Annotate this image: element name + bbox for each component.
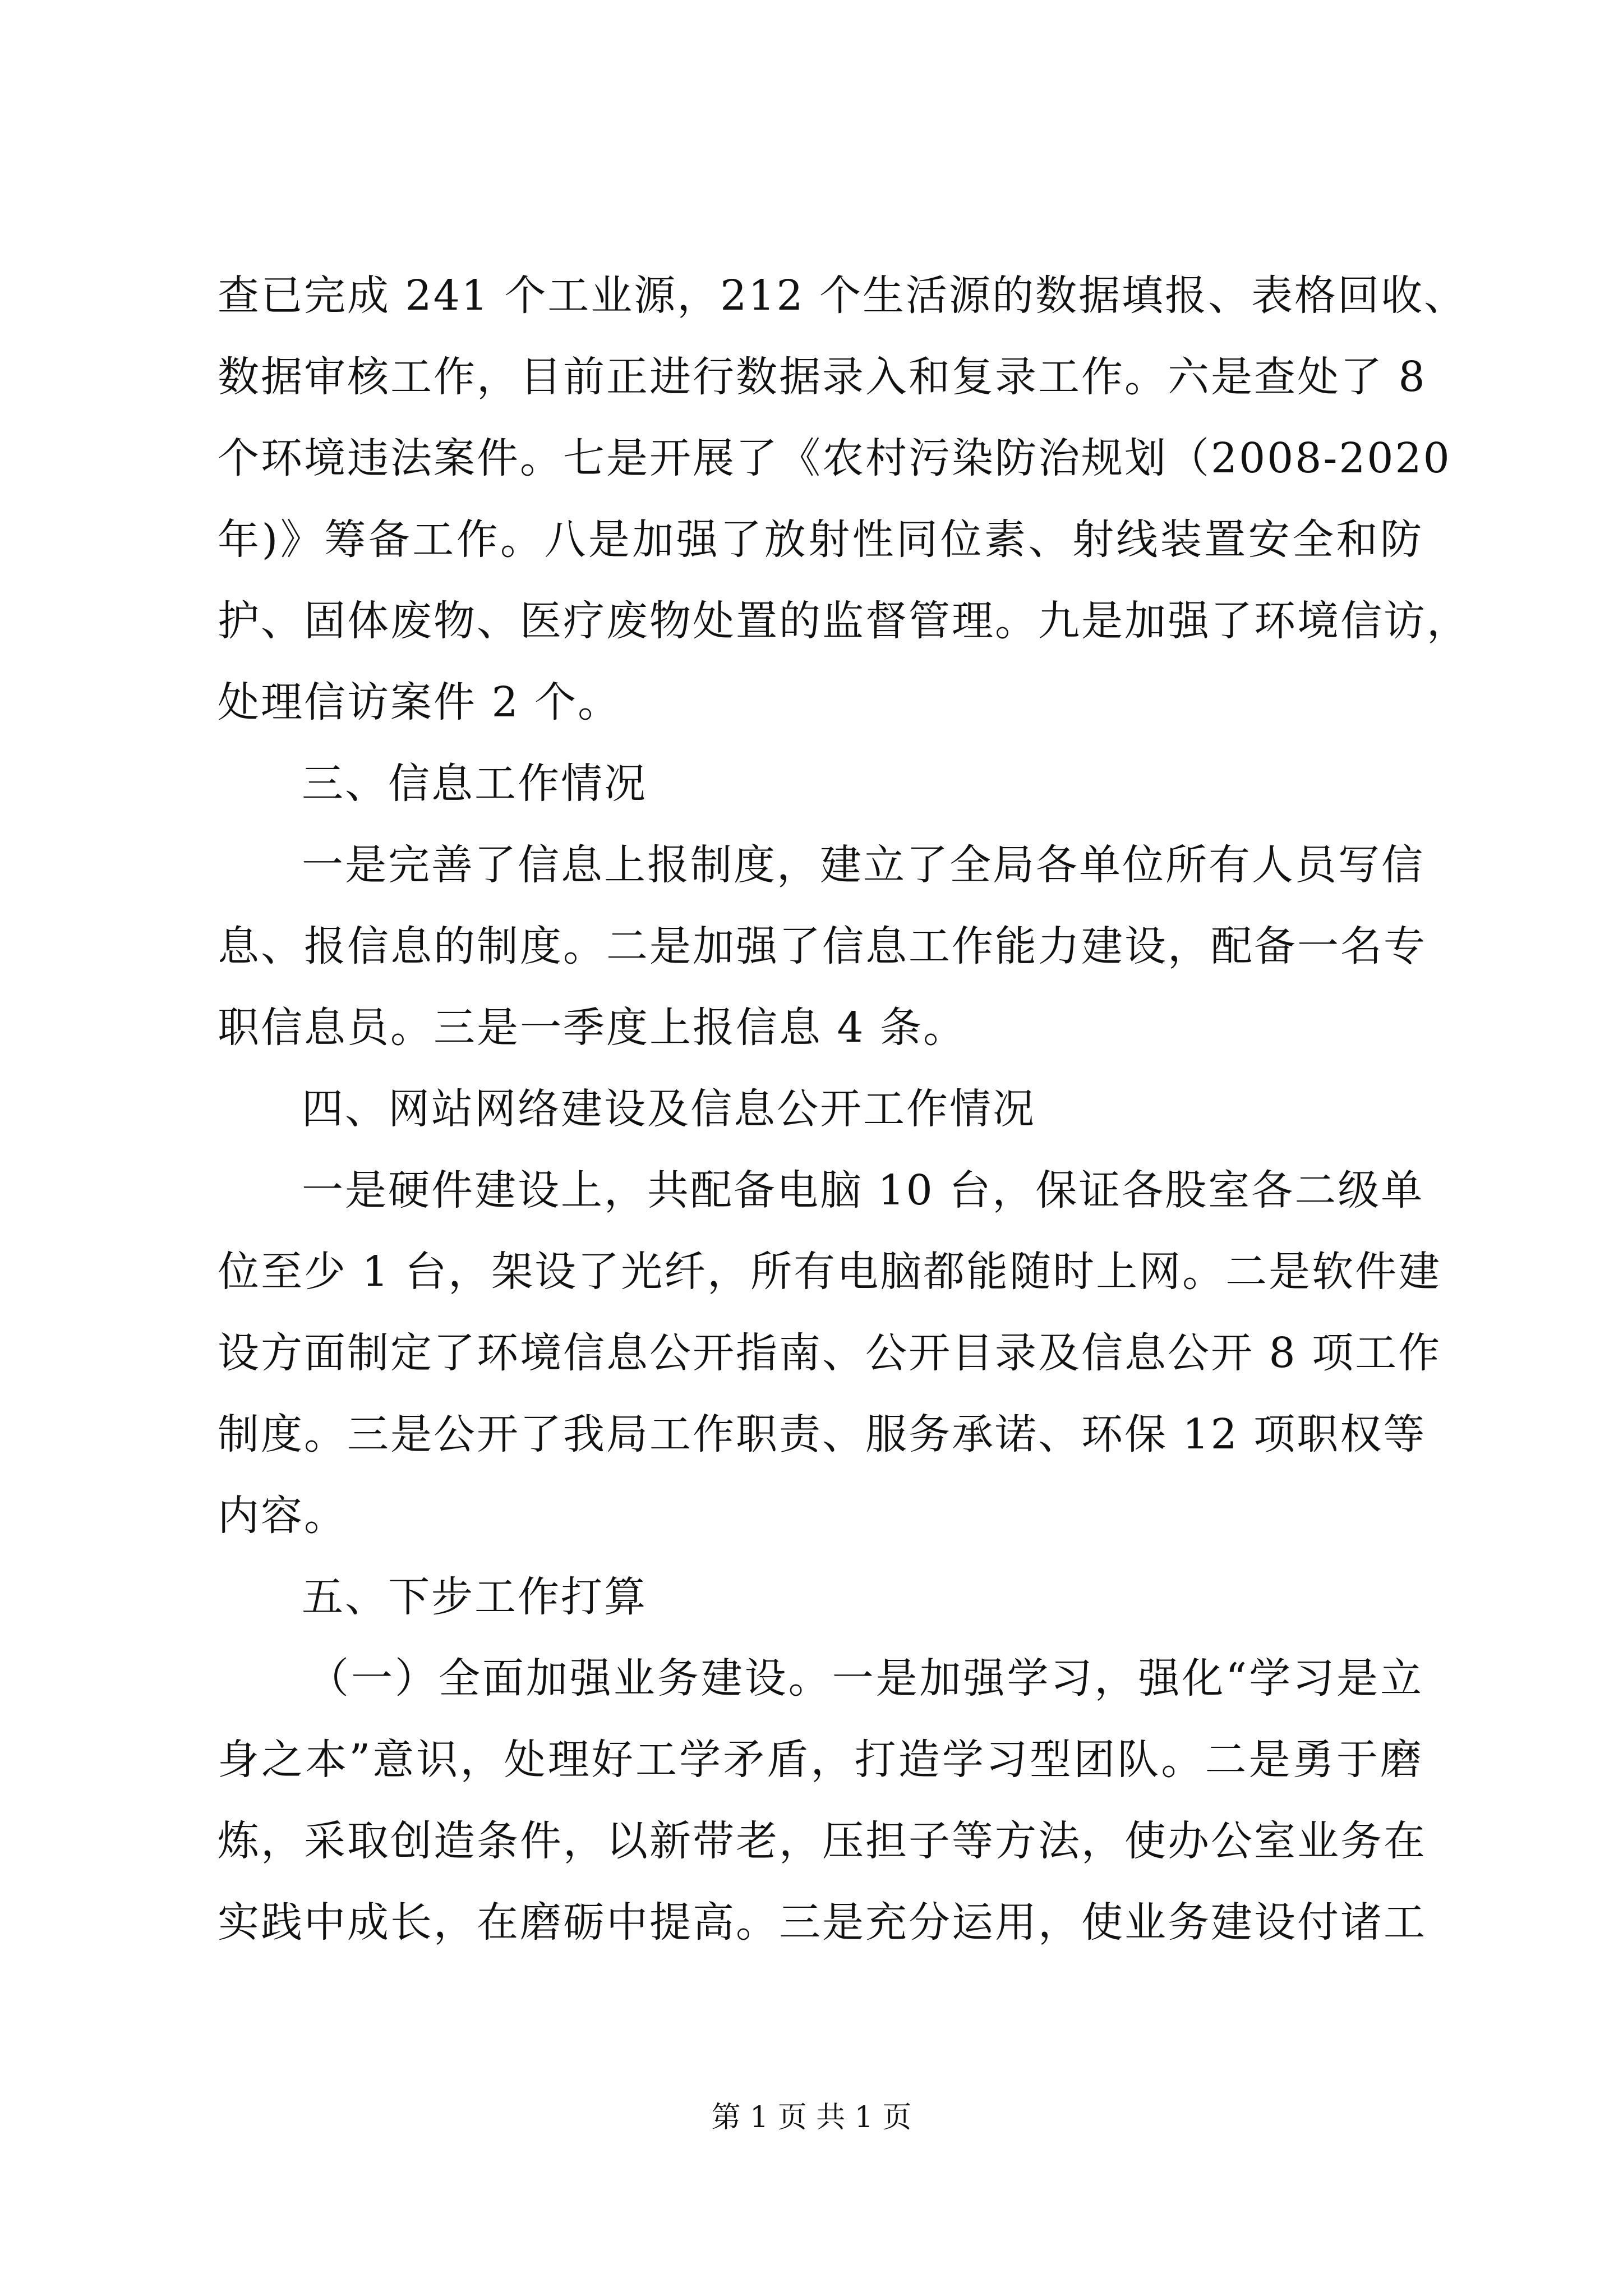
text-line: 制度。三是公开了我局工作职责、服务承诺、环保 12 项职权等: [218, 1410, 1427, 1458]
text-line: 年)》筹备工作。八是加强了放射性同位素、射线装置安全和防: [218, 516, 1423, 564]
text-line: 护、固体废物、医疗废物处置的监督管理。九是加强了环境信访，: [218, 597, 1470, 645]
text-line: 位至少 1 台，架设了光纤，所有电脑都能随时上网。二是软件建: [218, 1248, 1442, 1296]
section-heading: 五、下步工作打算: [302, 1573, 647, 1621]
text-line: 身之本”意识，处理好工学矛盾，打造学习型团队。二是勇于磨: [218, 1736, 1423, 1784]
text-line: 息、报信息的制度。二是加强了信息工作能力建设，配备一名专: [218, 922, 1427, 970]
page-number-footer: 第 1 页 共 1 页: [711, 2101, 912, 2134]
text-line: 职信息员。三是一季度上报信息 4 条。: [218, 1004, 967, 1052]
text-line: 实践中成长，在磨砺中提高。三是充分运用，使业务建设付诸工: [218, 1898, 1427, 1947]
text-line: 处理信访案件 2 个。: [218, 678, 621, 726]
text-line: 数据审核工作，目前正进行数据录入和复录工作。六是查处了 8: [218, 353, 1427, 401]
section-heading: 四、网站网络建设及信息公开工作情况: [302, 1085, 1036, 1133]
text-line: （一）全面加强业务建设。一是加强学习，强化“学习是立: [307, 1654, 1423, 1703]
text-line: 查已完成 241 个工业源，212 个生活源的数据填报、表格回收、: [218, 272, 1468, 320]
text-line: 个环境违法案件。七是开展了《农村污染防治规划（2008-2020: [218, 434, 1451, 482]
text-line: 一是硬件建设上，共配备电脑 10 台，保证各股室各二级单: [302, 1166, 1424, 1214]
text-line: 一是完善了信息上报制度，建立了全局各单位所有人员写信: [302, 841, 1424, 889]
text-line: 设方面制定了环境信息公开指南、公开目录及信息公开 8 项工作: [218, 1329, 1442, 1377]
text-line: 内容。: [218, 1492, 347, 1540]
section-heading: 三、信息工作情况: [302, 760, 647, 808]
text-line: 炼，采取创造条件，以新带老，压担子等方法，使办公室业务在: [218, 1817, 1427, 1865]
document-body: [218, 255, 1470, 1963]
